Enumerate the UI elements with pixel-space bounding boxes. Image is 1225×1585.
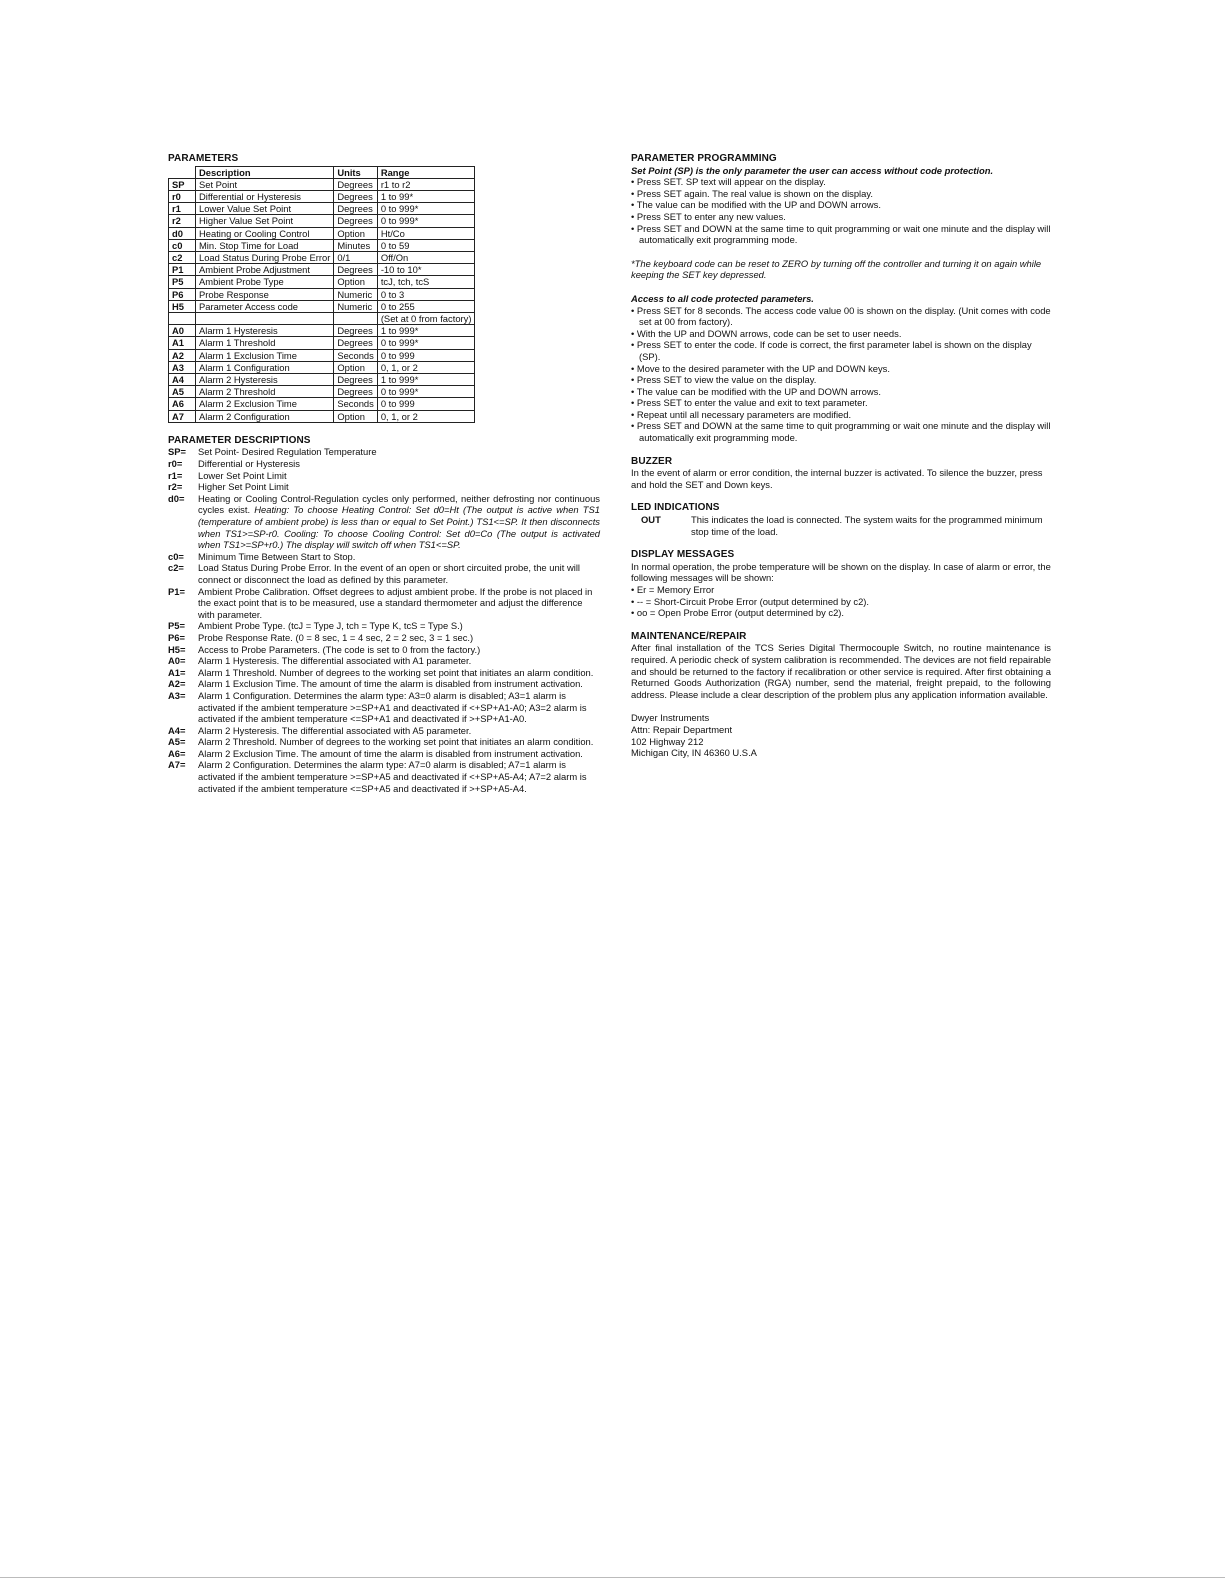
- param-code: r2: [169, 215, 196, 227]
- keyboard-reset-note: *The keyboard code can be reset to ZERO by turning off the controller and turning it on again while keeping the SET key depressed.: [631, 257, 1042, 281]
- param-units: 0/1: [334, 252, 377, 264]
- param-description: Alarm 1 Hysteresis: [196, 325, 334, 337]
- param-units: Seconds: [334, 349, 377, 361]
- param-description: Load Status During Probe Error: [196, 252, 334, 264]
- address-line: 102 Highway 212: [631, 735, 704, 747]
- desc-a7: A7= Alarm 2 Configuration. Determines the alarm type: A7=0 alarm is disabled; A7=1 alarm is activated if the ambient temperature >=SP+A5 and deactivated if <+SP+A5-A4; A7=2 alarm is activated if the ambient temperature <=SP+A5 and deactivated if >+SP+A5-A4.: [168, 759, 587, 794]
- param-range: 0 to 999*: [377, 386, 475, 398]
- desc-a6: A6= Alarm 2 Exclusion Time. The amount of time the alarm is disabled from instrument activation.: [168, 747, 583, 759]
- buzzer-text: In the event of alarm or error condition, the internal buzzer is activated. To silence the buzzer, press and hold the SET and Down keys.: [631, 467, 1043, 490]
- param-code: r1: [169, 203, 196, 215]
- param-description: Alarm 2 Configuration: [196, 410, 334, 422]
- desc-d0: d0= Heating or Cooling Control-Regulation cycles only performed, neither defrosting nor continuous cycles exist. Heating: To choose Heating Control: Set d0=Ht (The output is active when TS1 (temperature of ambient probe) is less than or equal to Set Point.) TS1<=SP. It then disconnects when TS1>=SP-r0. Cooling: To choose Cooling Control: Set d0=Co (The output is activated when TS1>=SP+r0.) The display will switch off when TS1<=SP.: [168, 492, 600, 551]
- desc-r2: r2= Higher Set Point Limit: [168, 481, 289, 493]
- programming-heading: PARAMETER PROGRAMMING: [631, 153, 777, 164]
- param-range: 1 to 999*: [377, 374, 475, 386]
- display-heading: DISPLAY MESSAGES: [631, 549, 735, 561]
- desc-a0: A0= Alarm 1 Hysteresis. The differential associated with A1 parameter.: [168, 655, 472, 667]
- display-item: • oo = Open Probe Error (output determined by c2).: [631, 607, 845, 619]
- led-out-row: OUT This indicates the load is connected. The system waits for the programmed minimum stop time of the load.: [641, 514, 1043, 537]
- programming-intro: Set Point (SP) is the only parameter the user can access without code protection.: [631, 164, 994, 176]
- param-code: P1: [169, 264, 196, 276]
- table-row: [169, 191, 475, 203]
- display-item: • -- = Short-Circuit Probe Error (output determined by c2).: [631, 595, 870, 607]
- address-line: Dwyer Instruments: [631, 712, 710, 724]
- param-description: [196, 313, 334, 325]
- param-units: Degrees: [334, 191, 377, 203]
- access-step: • Press SET to view the value on the display.: [631, 374, 817, 386]
- table-row: [169, 374, 475, 386]
- display-text: In normal operation, the probe temperature will be shown on the display. In case of alarm or error, the following messages will be shown:: [631, 560, 1051, 584]
- param-range: 0, 1, or 2: [377, 410, 475, 422]
- param-units: [334, 313, 377, 325]
- param-code: A4: [169, 374, 196, 386]
- param-description: Alarm 2 Threshold: [196, 386, 334, 398]
- desc-c0: c0= Minimum Time Between Start to Stop.: [168, 550, 356, 562]
- table-row: [169, 239, 475, 251]
- desc-a2: A2= Alarm 1 Exclusion Time. The amount of time the alarm is disabled from instrument activation.: [168, 678, 583, 690]
- param-range: tcJ, tch, tcS: [377, 276, 475, 288]
- param-code: A2: [169, 349, 196, 361]
- param-description: Lower Value Set Point: [196, 203, 334, 215]
- param-units: Numeric: [334, 300, 377, 312]
- param-range: r1 to r2: [377, 178, 475, 190]
- table-row: [169, 215, 475, 227]
- table-row: [169, 252, 475, 264]
- address-line: Attn: Repair Department: [631, 723, 733, 735]
- param-units: Option: [334, 227, 377, 239]
- access-heading: Access to all code protected parameters.: [631, 292, 814, 304]
- param-code: c0: [169, 239, 196, 251]
- param-range: 0, 1, or 2: [377, 361, 475, 373]
- table-row: [169, 349, 475, 361]
- param-description: Parameter Access code: [196, 300, 334, 312]
- table-row: [169, 410, 475, 422]
- param-units: Degrees: [334, 374, 377, 386]
- param-units: Degrees: [334, 264, 377, 276]
- table-row: [169, 300, 475, 312]
- maintenance-heading: MAINTENANCE/REPAIR: [631, 630, 747, 642]
- desc-a1: A1= Alarm 1 Threshold. Number of degrees to the working set point that initiates an alarm condition.: [168, 666, 594, 678]
- table-row: [169, 337, 475, 349]
- table-row: [169, 203, 475, 215]
- access-step: • Repeat until all necessary parameters are modified.: [631, 408, 852, 420]
- table-header-range: Range: [377, 166, 475, 178]
- programming-step: • Press SET to enter any new values.: [631, 210, 786, 222]
- desc-c2: c2= Load Status During Probe Error. In the event of an open or short circuited probe, the unit will connect or disconnect the load as defined by this parameter.: [168, 562, 580, 585]
- param-units: Seconds: [334, 398, 377, 410]
- programming-step: • Press SET. SP text will appear on the display.: [631, 176, 826, 188]
- param-units: Degrees: [334, 203, 377, 215]
- param-range: 0 to 999*: [377, 215, 475, 227]
- display-item: • Er = Memory Error: [631, 584, 715, 595]
- programming-step: • Press SET and DOWN at the same time to quit programming or wait one minute and the display will automatically exit programming mode.: [631, 222, 1051, 246]
- param-range: Ht/Co: [377, 227, 475, 239]
- table-header-description: Description: [196, 166, 334, 178]
- table-row: [169, 313, 475, 325]
- param-description: Min. Stop Time for Load: [196, 239, 334, 251]
- param-units: Degrees: [334, 178, 377, 190]
- param-units: Degrees: [334, 215, 377, 227]
- access-step: • With the UP and DOWN arrows, code can be set to user needs.: [631, 327, 902, 339]
- programming-step: • The value can be modified with the UP and DOWN arrows.: [631, 199, 881, 211]
- param-range: 0 to 59: [377, 239, 475, 251]
- param-description: Alarm 2 Exclusion Time: [196, 398, 334, 410]
- param-description: Alarm 1 Exclusion Time: [196, 349, 334, 361]
- buzzer-heading: BUZZER: [631, 455, 673, 467]
- access-step: • Press SET and DOWN at the same time to quit programming or wait one minute and the display will automatically exit programming mode.: [631, 420, 1051, 444]
- param-description: Set Point: [196, 178, 334, 190]
- param-range: 0 to 255: [377, 300, 475, 312]
- table-row: [169, 178, 475, 190]
- param-description: Ambient Probe Type: [196, 276, 334, 288]
- table-row: [169, 325, 475, 337]
- descriptions-heading: PARAMETER DESCRIPTIONS: [168, 434, 311, 446]
- access-step: • Press SET to enter the code. If code is correct, the first parameter label is shown on the display (SP).: [631, 339, 1032, 362]
- maintenance-text: After final installation of the TCS Series Digital Thermocouple Switch, no routine maintenance is required. A periodic check of system calibration is recommended. The devices are not field repairable and should be returned to the factory if recalibration or other service is required. After first obtaining a Returned Goods Authorization (RGA) number, send the material, freight prepaid, to the following address. Please include a clear description of the problem plus any application information available.: [631, 642, 1051, 700]
- param-code: A7: [169, 410, 196, 422]
- param-range: -10 to 10*: [377, 264, 475, 276]
- parameters-heading: PARAMETERS: [168, 153, 239, 164]
- param-range: (Set at 0 from factory): [377, 313, 475, 325]
- access-step: • Press SET to enter the value and exit to text parameter.: [631, 397, 868, 409]
- param-units: Degrees: [334, 325, 377, 337]
- right-column: [631, 153, 1051, 759]
- access-step: • Press SET for 8 seconds. The access code value 00 is shown on the display. (Unit comes with code set at 00 from factory).: [631, 304, 1051, 328]
- param-units: Option: [334, 410, 377, 422]
- param-units: Option: [334, 361, 377, 373]
- param-code: d0: [169, 227, 196, 239]
- param-code: A1: [169, 337, 196, 349]
- param-units: Degrees: [334, 386, 377, 398]
- desc-a5: A5= Alarm 2 Threshold. Number of degrees to the working set point that initiates an alarm condition.: [168, 736, 594, 748]
- param-range: 0 to 999: [377, 349, 475, 361]
- table-row: [169, 361, 475, 373]
- param-description: Ambient Probe Adjustment: [196, 264, 334, 276]
- param-range: Off/On: [377, 252, 475, 264]
- desc-a4: A4= Alarm 2 Hysteresis. The differential associated with A5 parameter.: [168, 724, 472, 736]
- parameters-table: [168, 166, 475, 423]
- desc-p1: P1= Ambient Probe Calibration. Offset degrees to adjust ambient probe. If the probe is not placed in the exact point that is to be measured, use a standard thermometer and adjust the difference with parameter.: [168, 585, 593, 620]
- param-range: 1 to 99*: [377, 191, 475, 203]
- param-code: P5: [169, 276, 196, 288]
- param-code: A6: [169, 398, 196, 410]
- param-code: H5: [169, 300, 196, 312]
- param-code: A0: [169, 325, 196, 337]
- param-range: 0 to 999: [377, 398, 475, 410]
- param-units: Degrees: [334, 337, 377, 349]
- table-header-code: [169, 166, 196, 178]
- led-heading: LED INDICATIONS: [631, 502, 720, 514]
- table-row: [169, 227, 475, 239]
- parameters-table-body: [169, 178, 475, 422]
- param-code: [169, 313, 196, 325]
- desc-sp: SP= Set Point- Desired Regulation Temperature: [168, 446, 377, 458]
- table-header-units: Units: [334, 166, 377, 178]
- table-row: [169, 386, 475, 398]
- param-range: 0 to 999*: [377, 203, 475, 215]
- desc-h5: H5= Access to Probe Parameters. (The code is set to 0 from the factory.): [168, 643, 481, 655]
- desc-r0: r0= Differential or Hysteresis: [168, 458, 300, 470]
- table-row: [169, 264, 475, 276]
- page-bottom-rule: [0, 1577, 1225, 1578]
- param-code: c2: [169, 252, 196, 264]
- param-units: Minutes: [334, 239, 377, 251]
- param-description: Alarm 2 Hysteresis: [196, 374, 334, 386]
- param-range: 0 to 999*: [377, 337, 475, 349]
- table-row: [169, 288, 475, 300]
- param-range: 0 to 3: [377, 288, 475, 300]
- param-code: SP: [169, 178, 196, 190]
- param-code: A3: [169, 361, 196, 373]
- param-description: Higher Value Set Point: [196, 215, 334, 227]
- programming-step: • Press SET again. The real value is shown on the display.: [631, 187, 873, 199]
- desc-p6: P6= Probe Response Rate. (0 = 8 sec, 1 = 4 sec, 2 = 2 sec, 3 = 1 sec.): [168, 631, 474, 643]
- param-code: A5: [169, 386, 196, 398]
- param-description: Probe Response: [196, 288, 334, 300]
- param-description: Alarm 1 Configuration: [196, 361, 334, 373]
- left-column: [168, 153, 600, 794]
- access-step: • Move to the desired parameter with the UP and DOWN keys.: [631, 362, 890, 374]
- param-description: Alarm 1 Threshold: [196, 337, 334, 349]
- address-line: Michigan City, IN 46360 U.S.A: [631, 747, 757, 759]
- table-row: [169, 276, 475, 288]
- param-units: Option: [334, 276, 377, 288]
- desc-r1: r1= Lower Set Point Limit: [168, 469, 287, 481]
- access-step: • The value can be modified with the UP and DOWN arrows.: [631, 385, 881, 397]
- param-description: Differential or Hysteresis: [196, 191, 334, 203]
- desc-a3: A3= Alarm 1 Configuration. Determines the alarm type: A3=0 alarm is disabled; A3=1 alarm is activated if the ambient temperature >=SP+A1 and deactivated if <+SP+A1-A0; A3=2 alarm is activated if the ambient temperature <=SP+A1 and deactivated if >+SP+A1-A0.: [168, 689, 587, 725]
- param-description: Heating or Cooling Control: [196, 227, 334, 239]
- param-code: r0: [169, 191, 196, 203]
- table-header-row: [169, 166, 475, 178]
- param-range: 1 to 999*: [377, 325, 475, 337]
- desc-p5: P5= Ambient Probe Type. (tcJ = Type J, tch = Type K, tcS = Type S.): [168, 620, 463, 632]
- param-code: P6: [169, 288, 196, 300]
- table-row: [169, 398, 475, 410]
- param-units: Numeric: [334, 288, 377, 300]
